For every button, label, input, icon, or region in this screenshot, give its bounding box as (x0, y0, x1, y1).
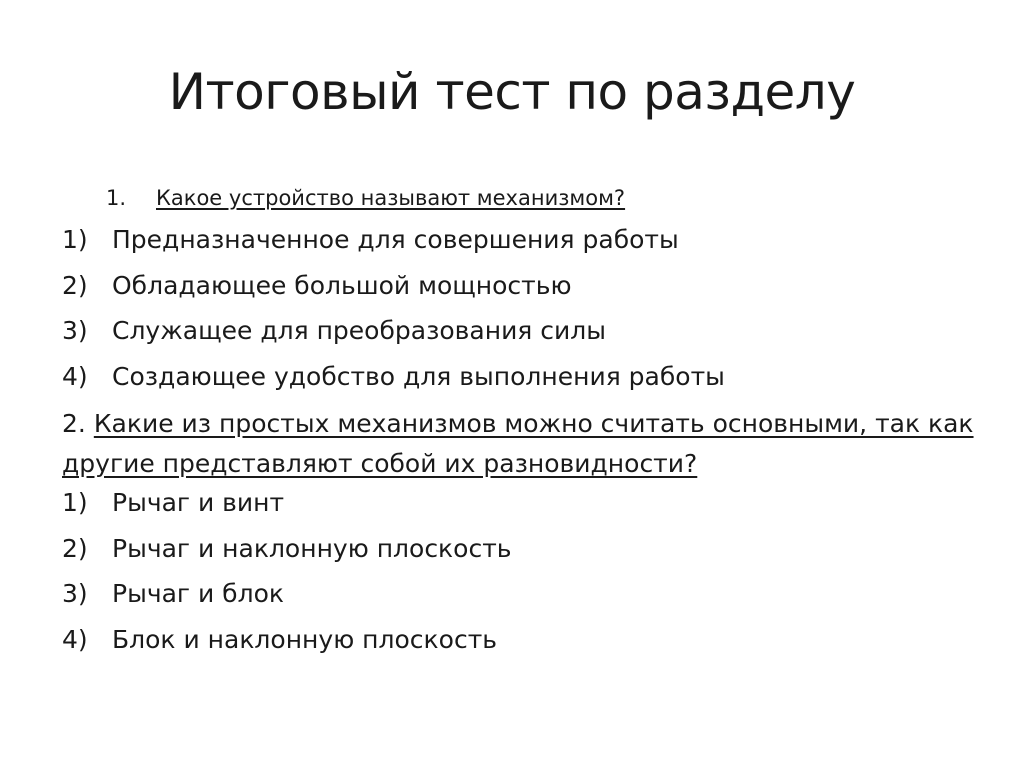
answer-number: 3) (62, 579, 88, 608)
question-2-answers (62, 485, 512, 667)
answer-number: 4) (62, 624, 88, 654)
answer-text: Создающее удобство для выполнения работы (112, 361, 725, 391)
answer-item (62, 222, 725, 268)
answer-item (62, 622, 512, 668)
question-2-text: Какие из простых механизмов можно считать основными, так как другие представляют собой их разновидности? (62, 409, 974, 478)
answer-number: 2) (62, 533, 88, 563)
answer-item (62, 268, 725, 314)
answer-text: Служащее для преобразования силы (112, 316, 607, 345)
answer-text: Рычаг и блок (112, 579, 284, 608)
answer-item (62, 485, 512, 531)
answer-number: 4) (62, 361, 88, 391)
answer-number: 3) (62, 316, 88, 345)
answer-number: 1) (62, 488, 88, 517)
answer-text: Обладающее большой мощностью (112, 270, 572, 300)
answer-item (62, 576, 512, 622)
answer-item (62, 313, 725, 359)
answer-number: 2) (62, 270, 88, 300)
question-1-text: Какое устройство называют механизмом? (156, 186, 626, 210)
answer-item (62, 531, 512, 577)
answer-item (62, 359, 725, 405)
slide-title: Итоговый тест по разделу (168, 63, 856, 121)
question-1-number: 1. (106, 186, 127, 210)
answer-text: Предназначенное для совершения работы (112, 225, 679, 254)
answer-text: Блок и наклонную плоскость (112, 624, 497, 654)
question-1 (106, 184, 625, 212)
answer-text: Рычаг и наклонную плоскость (112, 533, 512, 563)
question-2-number: 2. (62, 409, 86, 438)
question-2 (62, 404, 982, 484)
answer-text: Рычаг и винт (112, 488, 285, 517)
question-1-answers (62, 222, 725, 404)
answer-number: 1) (62, 225, 88, 254)
